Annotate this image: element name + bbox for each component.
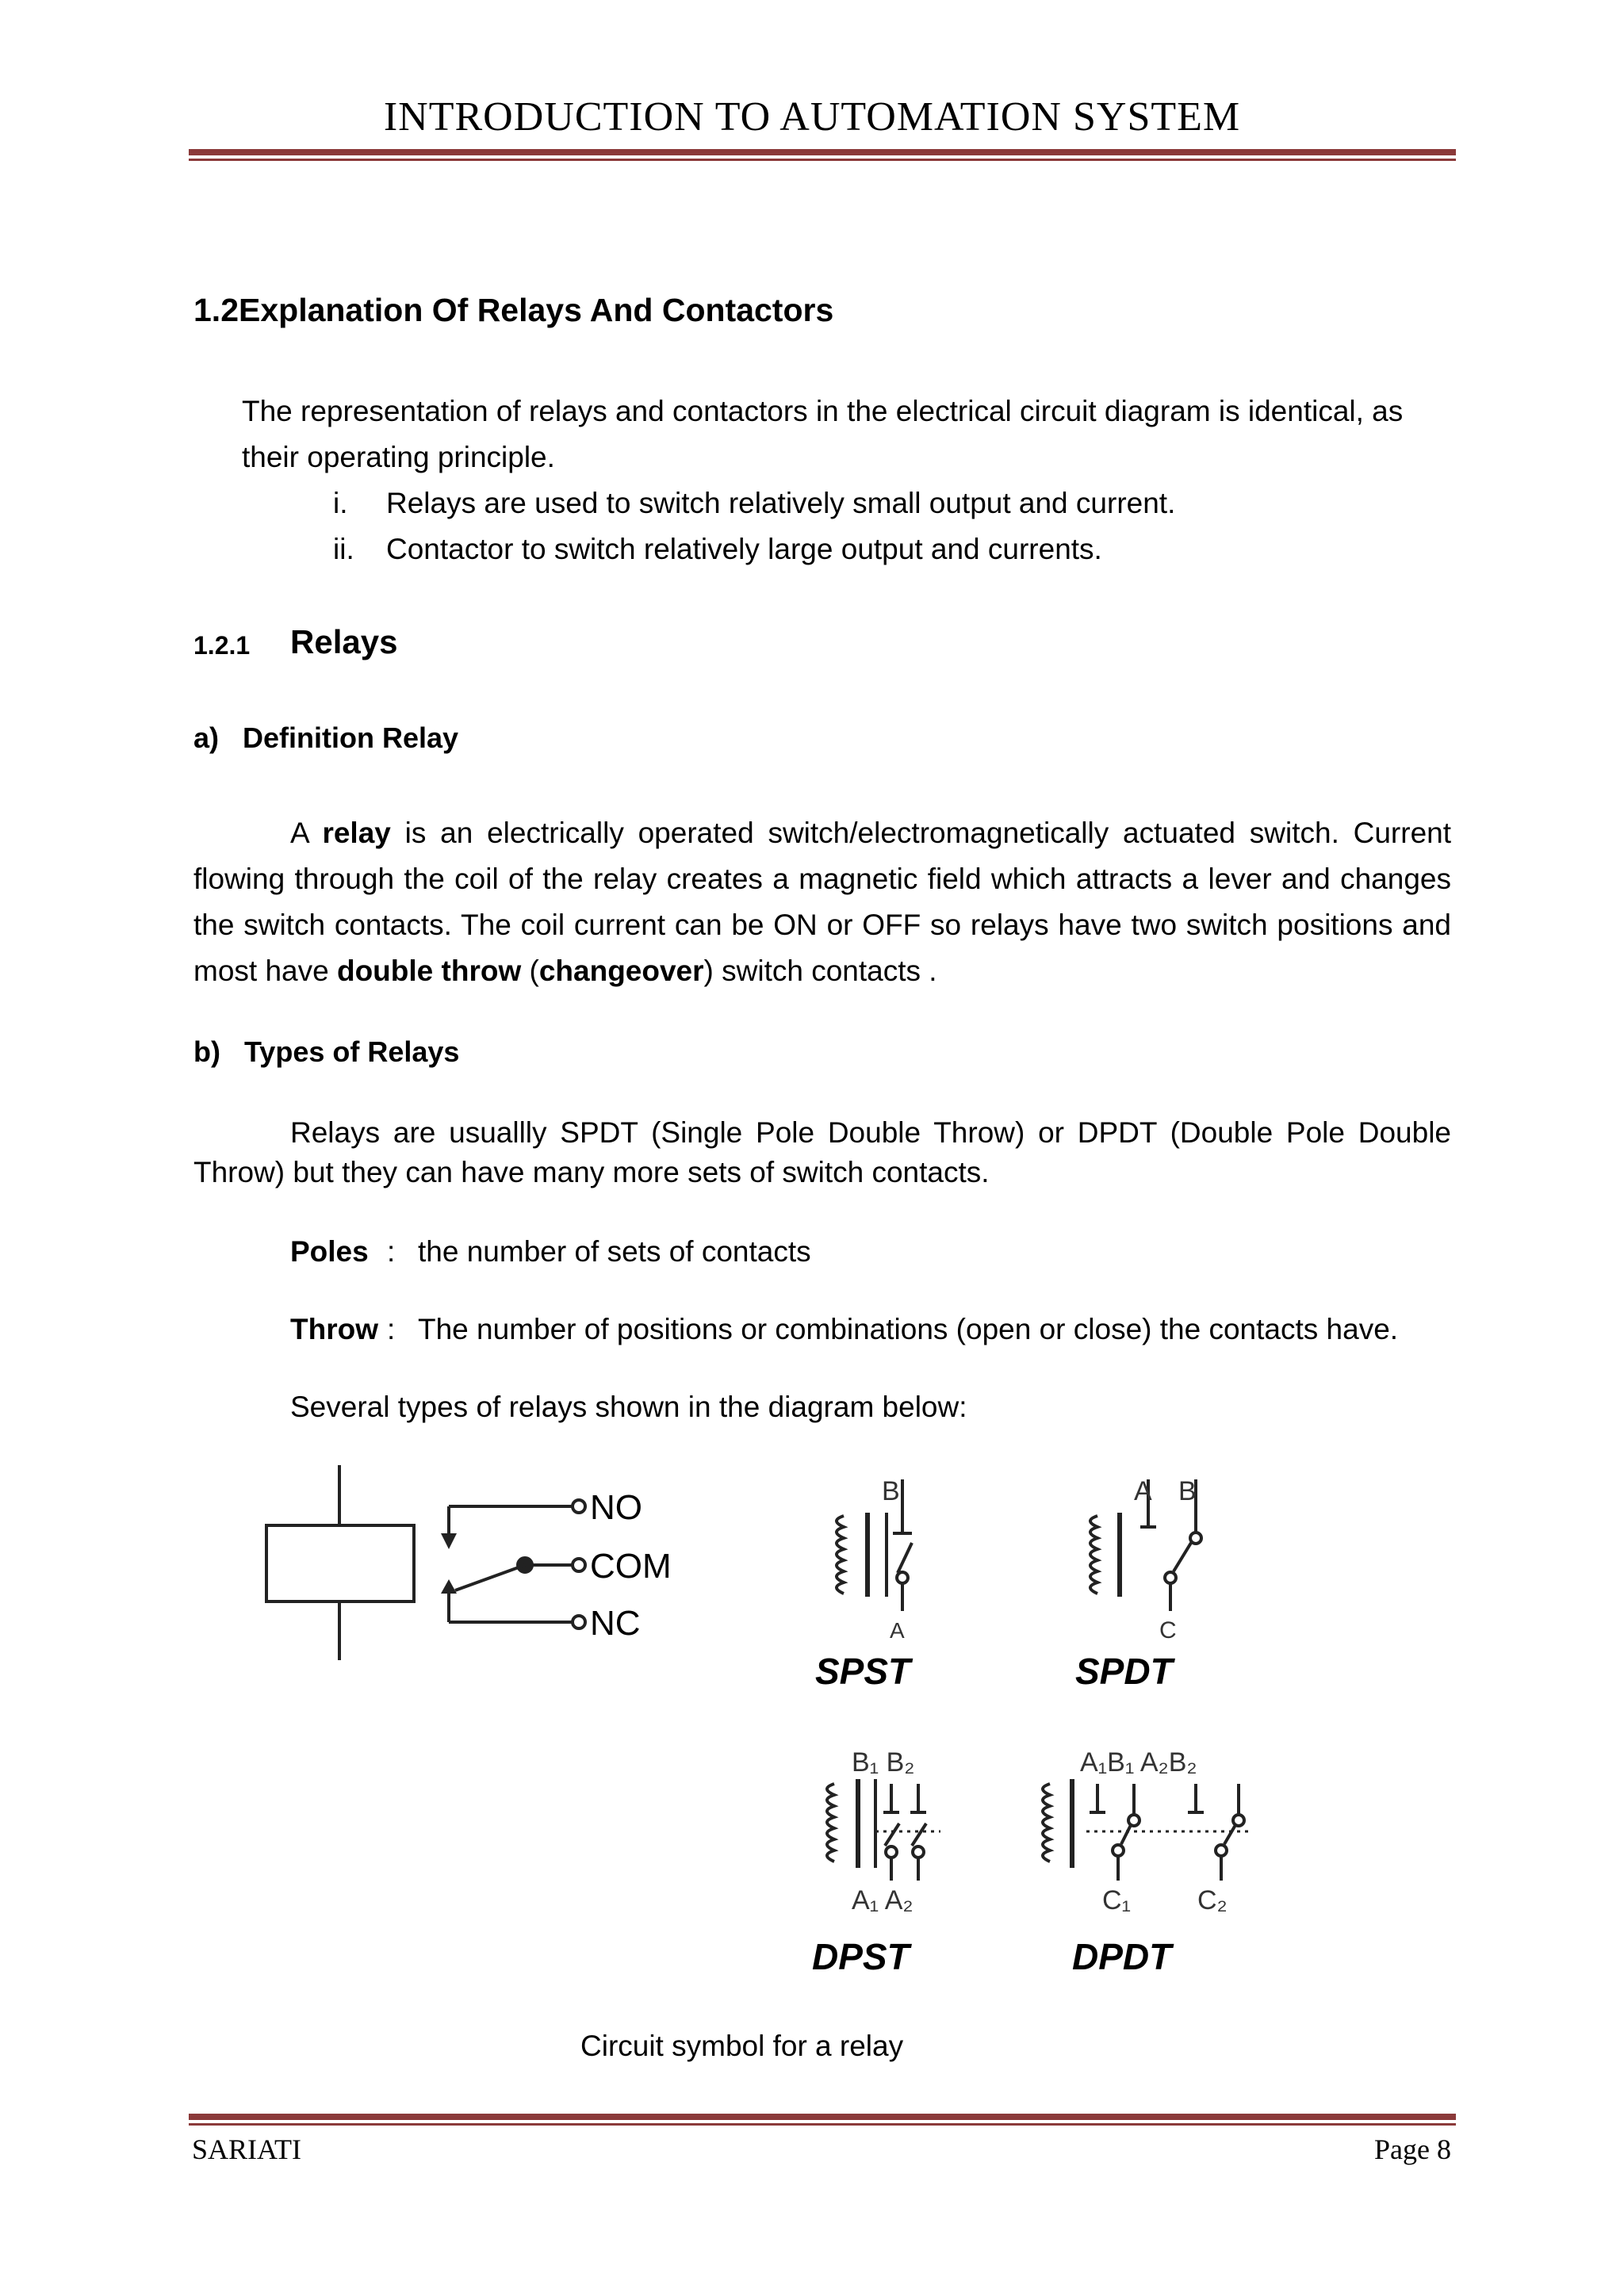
- spdt-name: SPDT: [1075, 1651, 1173, 1692]
- types-paragraph: Relays are usuallly SPDT (Single Pole Double Throw) or DPDT (Double Pole Double Throw) but they can have many more sets of switch contacts.: [193, 1116, 1451, 1188]
- dpdt-name: DPDT: [1072, 1936, 1172, 1977]
- spdt-bottom-label: C: [1159, 1617, 1177, 1644]
- page-header-title: INTRODUCTION TO AUTOMATION SYSTEM: [383, 94, 1241, 140]
- dpst-top-label: B₁ B₂: [852, 1747, 915, 1777]
- label-com: COM: [590, 1547, 672, 1586]
- dpdt-symbol: [1043, 1779, 1253, 1881]
- dpst-bottom-label: A₁ A₂: [852, 1885, 914, 1915]
- subsection-number: 1.2.1: [193, 631, 251, 660]
- dpst-symbol: [827, 1779, 940, 1881]
- definition-paragraph: A relay is an electrically operated switch/electromagnetically actuated switch. Current flowing through the coil of the relay creates a magnetic field which attracts a lever and changes the switch contacts. The coil current can be ON or OFF so relays have two switch positions and most have double throw (changeover) switch contacts .: [193, 817, 1452, 987]
- definition-heading: a) Definition Relay: [193, 721, 459, 754]
- diagram-intro: Several types of relays shown in the diagram below:: [290, 1391, 967, 1423]
- spst-bottom-label: A: [890, 1618, 905, 1643]
- section-heading: 1.2Explanation Of Relays And Contactors: [193, 292, 834, 328]
- spst-symbol: [837, 1479, 912, 1611]
- throw-term: Throw: [290, 1313, 378, 1345]
- list-marker-2: ii.: [333, 533, 354, 565]
- poles-definition: the number of sets of contacts: [418, 1235, 811, 1268]
- poles-term: Poles: [290, 1235, 369, 1268]
- diagram-caption: Circuit symbol for a relay: [580, 2030, 904, 2062]
- footer-author: SARIATI: [192, 2133, 302, 2165]
- label-nc: NC: [590, 1604, 641, 1643]
- spst-name: SPST: [815, 1651, 911, 1692]
- dpdt-top-label: A₁B₁ A₂B₂: [1080, 1747, 1197, 1777]
- dpst-name: DPST: [812, 1936, 910, 1977]
- intro-paragraph: The representation of relays and contactors in the electrical circuit diagram is identical, as their operating principle.: [242, 395, 1404, 473]
- relay-contacts-symbol: [441, 1500, 585, 1628]
- label-no: NO: [590, 1488, 642, 1527]
- list-marker-1: i.: [333, 487, 348, 519]
- types-heading: b) Types of Relays: [193, 1035, 460, 1068]
- relay-coil-symbol: [266, 1465, 414, 1660]
- spdt-top-label-b: B: [1178, 1476, 1197, 1506]
- spst-top-label: B: [882, 1476, 900, 1506]
- dpdt-bottom-label-1: C₁: [1102, 1885, 1132, 1915]
- list-item-1: Relays are used to switch relatively small output and current.: [386, 487, 1176, 519]
- poles-separator: :: [387, 1235, 396, 1268]
- dpdt-bottom-label-2: C₂: [1197, 1885, 1228, 1915]
- throw-definition: The number of positions or combinations (open or close) the contacts have.: [418, 1313, 1399, 1345]
- footer-rule: [189, 2114, 1456, 2126]
- subsection-title: Relays: [290, 623, 398, 660]
- page-number: Page 8: [1374, 2133, 1451, 2165]
- throw-separator: :: [387, 1313, 396, 1345]
- list-item-2: Contactor to switch relatively large output and currents.: [386, 533, 1102, 565]
- spdt-top-label-a: A: [1134, 1476, 1152, 1506]
